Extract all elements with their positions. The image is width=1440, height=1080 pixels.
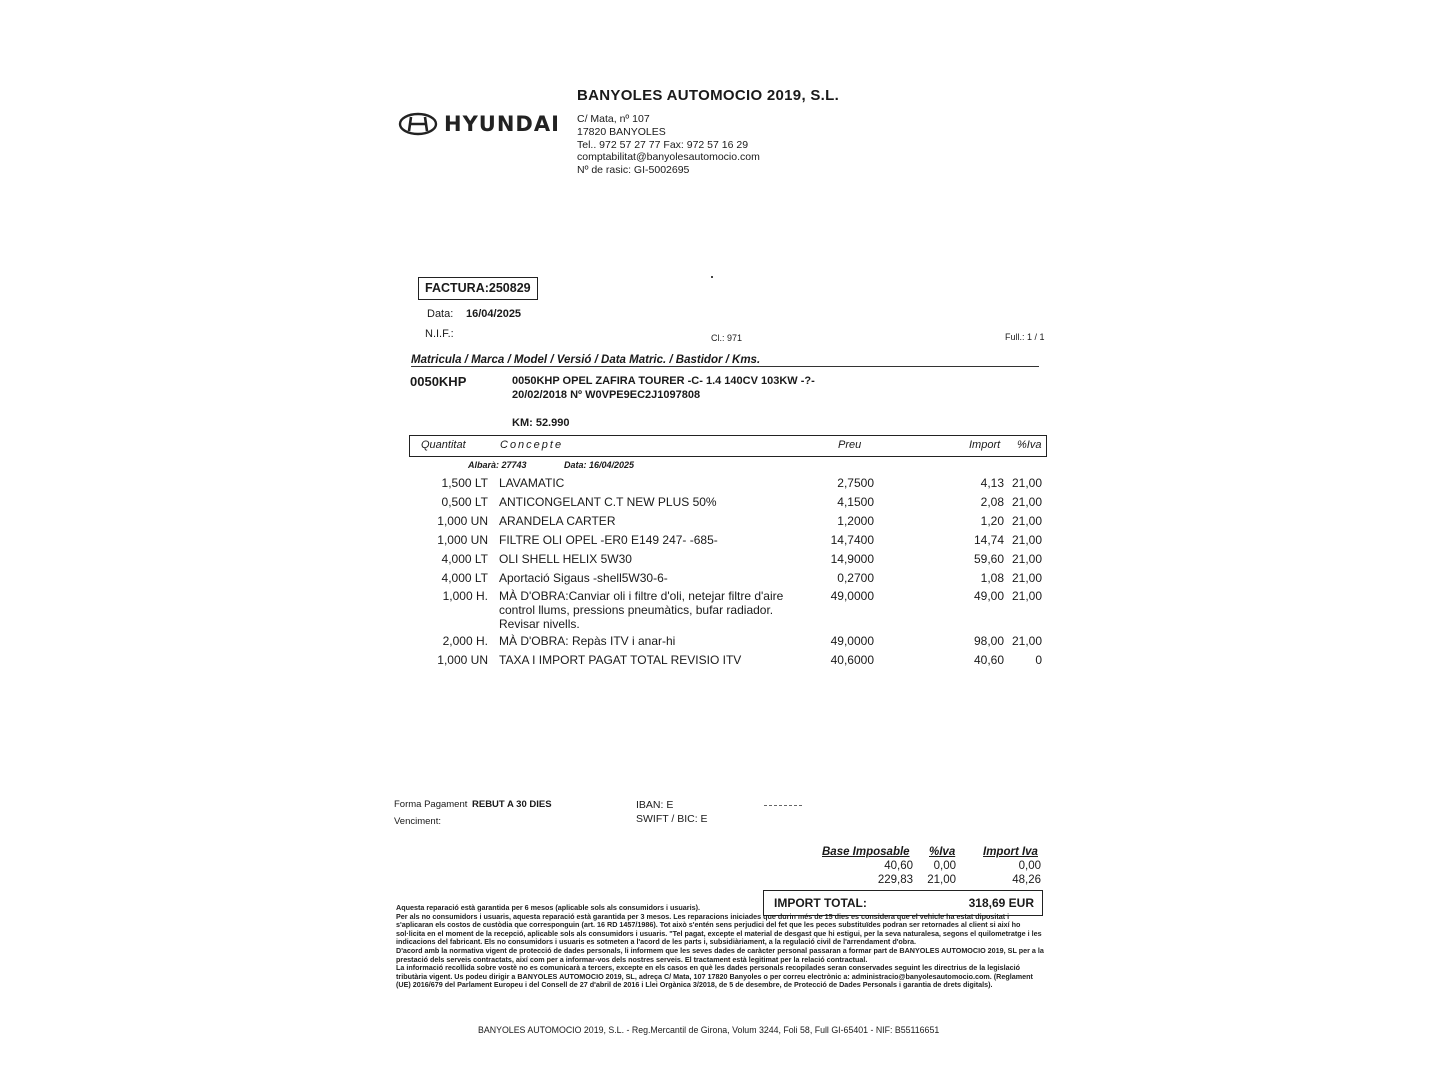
items-table-header — [409, 435, 1047, 457]
row-concept-line: control llums, pressions pneumàtics, bufar radiador. — [499, 603, 774, 617]
row-import: 2,08 — [980, 495, 1004, 509]
row-quantity: 4,000 LT — [441, 552, 488, 566]
row-quantity: 2,000 H. — [442, 634, 488, 648]
row-quantity: 1,000 H. — [442, 589, 488, 603]
row-import: 59,60 — [973, 552, 1004, 566]
base-header: Base Imposable — [822, 846, 910, 858]
invoice-number-box — [418, 277, 538, 300]
row-iva: 21,00 — [1011, 589, 1042, 603]
col-iva: %Iva — [1017, 439, 1042, 451]
factura-label: FACTURA: — [425, 281, 489, 295]
row-price: 49,0000 — [830, 634, 874, 648]
base-value: 40,60 — [884, 860, 913, 872]
iban-redacted — [764, 805, 802, 807]
iban-label: IBAN: E — [636, 799, 674, 811]
albara-date: Data: 16/04/2025 — [564, 460, 635, 470]
row-price: 2,7500 — [837, 476, 874, 490]
row-concept-line: OLI SHELL HELIX 5W30 — [499, 552, 632, 566]
vehicle-header-rule — [411, 366, 1039, 367]
row-iva: 21,00 — [1011, 495, 1042, 509]
total-value: 318,69 EUR — [968, 896, 1034, 910]
hyundai-logo — [398, 112, 560, 136]
swift-label: SWIFT / BIC: E — [636, 813, 708, 825]
invoice-date: 16/04/2025 — [466, 308, 522, 320]
row-import: 4,13 — [980, 476, 1004, 490]
row-concept — [499, 634, 675, 648]
address-line: Tel.. 972 57 27 77 Fax: 972 57 16 29 — [577, 138, 749, 151]
row-concept-line: MÀ D'OBRA:Canviar oli i filtre d'oli, netejar filtre d'aire — [499, 589, 784, 603]
legal-paragraph: D'acord amb la normativa vigent de protecció de dades personals, li informem que les seves dades de caràcter personal passaran a formar part de BANYOLES AUTOMOCIO 2019, SL per a la prestació dels serveis contractats, així com per a informar-vos dels nostres serveis. El tractament està legitimat per la relació contractual. — [396, 945, 1044, 964]
row-concept-line: MÀ D'OBRA: Repàs ITV i anar-hi — [499, 634, 676, 648]
import-iva-header: Import Iva — [983, 846, 1038, 858]
address-line: 17820 BANYOLES — [577, 125, 666, 138]
address-line: comptabilitat@banyolesautomocio.com — [577, 151, 760, 164]
row-concept — [499, 476, 564, 490]
row-concept-line: ARANDELA CARTER — [499, 514, 616, 528]
vehicle-registration: 20/02/2018 Nº W0VPE9EC2J1097808 — [512, 389, 701, 401]
date-label: Data: — [427, 308, 454, 320]
albara-number: Albarà: 27743 — [468, 460, 527, 470]
row-price: 49,0000 — [830, 589, 874, 603]
import-iva-value: 0,00 — [1018, 860, 1041, 872]
row-iva: 21,00 — [1011, 571, 1042, 585]
legal-paragraph: Per als no consumidors i usuaris, aquesta reparació està garantida per 3 mesos. Les reparacions iniciades que durin més de 15 dies es considera que el vehicle ha estat dipositat i s'aplicaran els costos de custòdia que corresponguin (art. 16 RD 1457/1986). Tot això s'entén sens perjudici del fet que les peces substituïdes podran ser retornades al client si així ho sol·licita en el moment de la recepció, aplicable sols als consumidors i usuaris. "Tel pagat, excepte el material de desgast que hi estigui, per la seva naturalesa, segons el quilometratge i les indicacions del fabricant. Els no consumidors i usuaris es sotmeten a l'acord de les parts i, subsidiàriament, a la regulació civil de l'arrendament d'obra. — [396, 911, 1042, 947]
row-concept — [499, 571, 668, 585]
row-import: 40,60 — [973, 653, 1004, 667]
logo-text: HYUNDAI — [444, 112, 560, 136]
row-iva: 21,00 — [1011, 533, 1042, 547]
factura-number: 250829 — [488, 281, 531, 295]
row-price: 4,1500 — [837, 495, 874, 509]
row-price: 14,7400 — [830, 533, 874, 547]
row-concept-line: Aportació Sigaus -shell5W30-6- — [499, 571, 668, 585]
col-price: Preu — [838, 439, 862, 451]
vehicle-header: Matricula / Marca / Model / Versió / Data Matric. / Bastidor / Kms. — [411, 354, 761, 366]
row-import: 98,00 — [973, 634, 1004, 648]
company-registry-footer: BANYOLES AUTOMOCIO 2019, S.L. - Reg.Mercantil de Girona, Volum 3244, Foli 58, Full GI-65401 - NIF: B55116651 — [478, 1025, 940, 1035]
nif-label: N.I.F.: — [425, 328, 454, 340]
row-concept — [499, 589, 783, 631]
row-iva: 21,00 — [1011, 552, 1042, 566]
row-import: 1,08 — [980, 571, 1004, 585]
iva-value: 0,00 — [933, 860, 956, 872]
row-quantity: 1,000 UN — [437, 514, 488, 528]
iva-value: 21,00 — [927, 874, 956, 886]
row-iva: 0 — [1035, 653, 1042, 667]
base-value: 229,83 — [877, 874, 913, 886]
row-concept — [499, 552, 632, 566]
payment-method-value: REBUT A 30 DIES — [472, 799, 552, 810]
address-line: Nº de rasic: GI-5002695 — [577, 164, 690, 177]
row-import: 1,20 — [980, 514, 1004, 528]
legal-notice — [396, 904, 1048, 990]
row-import: 14,74 — [973, 533, 1004, 547]
col-concept: Concepte — [500, 439, 564, 451]
vehicle-km: KM: 52.990 — [512, 417, 570, 429]
row-concept — [499, 653, 741, 667]
row-iva: 21,00 — [1011, 476, 1042, 490]
row-concept-line: LAVAMATIC — [499, 476, 565, 490]
row-import: 49,00 — [973, 589, 1004, 603]
col-quantity: Quantitat — [421, 439, 466, 451]
payment-method-label: Forma Pagament — [394, 799, 468, 810]
legal-paragraph: La informació recollida sobre vostè no es comunicarà a tercers, excepte en els casos en què les dades personals recopilades seran conservades seguint les directrius de la legislació tributària vigent. Us podeu dirigir a BANYOLES AUTOMOCIO 2019, SL, adreça C/ Mata, 107 17820 Banyoles o per correu electrònic a: administracio@banyolesautomocio.com. (Reglament (UE) 2016/679 del Parlament Europeu i del Consell de 27 d'abril de 2016 i Llei Orgànica 3/2018, de 5 de desembre, de Protecció de Dades Personals i garantia de drets digitals). — [396, 963, 1033, 990]
row-quantity: 1,500 LT — [441, 476, 488, 490]
hyundai-emblem-icon — [398, 112, 438, 136]
row-quantity: 1,000 UN — [437, 533, 488, 547]
import-iva-value: 48,26 — [1012, 874, 1041, 886]
row-iva: 21,00 — [1011, 634, 1042, 648]
row-concept — [499, 533, 718, 547]
row-price: 0,2700 — [837, 571, 874, 585]
row-price: 40,6000 — [830, 653, 874, 667]
address-line: C/ Mata, nº 107 — [577, 113, 650, 125]
row-concept-line: Revisar nivells. — [499, 617, 580, 631]
row-concept — [499, 495, 717, 509]
row-concept-line: ANTICONGELANT C.T NEW PLUS 50% — [499, 495, 717, 509]
row-quantity: 1,000 UN — [437, 653, 488, 667]
company-address — [577, 113, 760, 177]
total-label: IMPORT TOTAL: — [774, 896, 867, 910]
license-plate: 0050KHP — [410, 374, 467, 389]
row-iva: 21,00 — [1011, 514, 1042, 528]
row-concept-line: TAXA I IMPORT PAGAT TOTAL REVISIO ITV — [499, 653, 742, 667]
row-price: 1,2000 — [837, 514, 874, 528]
iva-header: %Iva — [929, 846, 956, 858]
due-date-label: Venciment: — [394, 816, 441, 827]
col-import: Import — [969, 439, 1001, 451]
row-quantity: 4,000 LT — [441, 571, 488, 585]
client-code: Cl.: 971 — [711, 333, 743, 343]
row-concept-line: FILTRE OLI OPEL -ER0 E149 247- -685- — [499, 533, 718, 547]
page-folio: Full.: 1 / 1 — [1005, 332, 1045, 342]
row-price: 14,9000 — [830, 552, 874, 566]
legal-paragraph: Aquesta reparació està garantida per 6 mesos (aplicable sols als consumidors i usuaris). — [396, 903, 700, 912]
company-name: BANYOLES AUTOMOCIO 2019, S.L. — [577, 87, 840, 104]
row-concept — [499, 514, 615, 528]
vehicle-description: 0050KHP OPEL ZAFIRA TOURER -C- 1.4 140CV 103KW -?- — [512, 375, 815, 387]
row-quantity: 0,500 LT — [441, 495, 488, 509]
scan-speck — [711, 276, 713, 278]
